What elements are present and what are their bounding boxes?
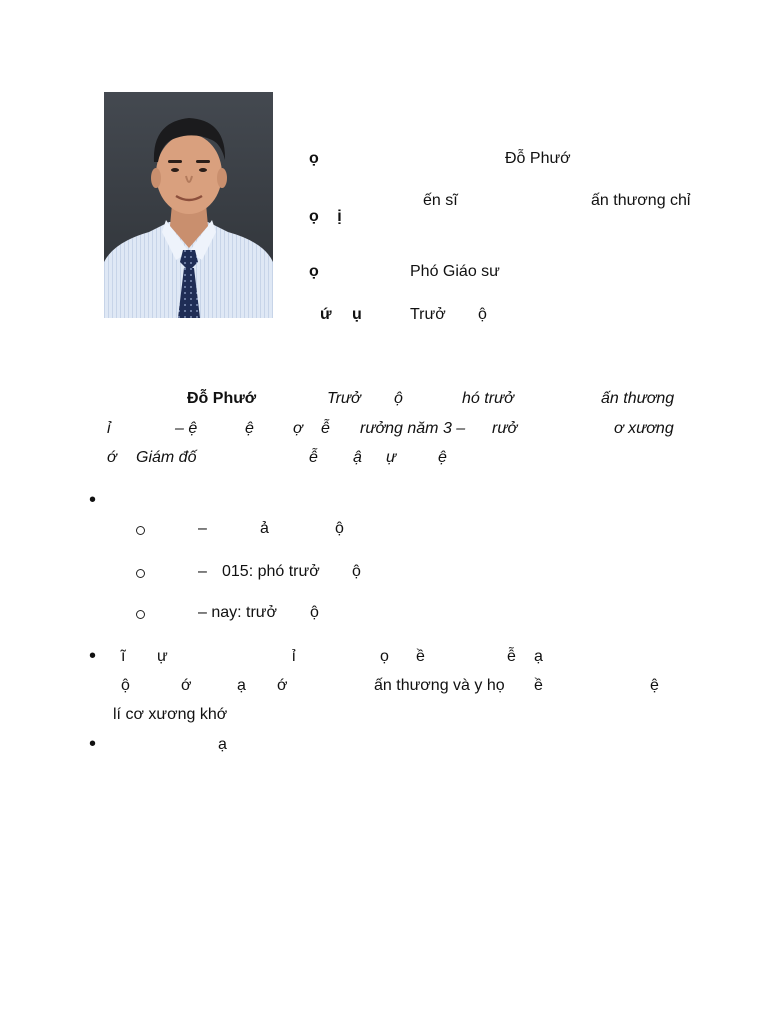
research-fragment: ạ bbox=[218, 736, 227, 753]
bio-fragment: hó trưở bbox=[462, 390, 514, 407]
career-item-3-a: – nay: trưở bbox=[198, 604, 278, 621]
bio-fragment: ợ bbox=[293, 420, 303, 437]
position-label-2: ụ bbox=[352, 306, 362, 323]
career-item-2-c: ộ bbox=[352, 563, 361, 580]
expertise-fragment: ạ bbox=[237, 677, 246, 694]
bullet-dot: • bbox=[89, 733, 97, 755]
career-item-1-b: ả bbox=[260, 520, 269, 537]
expertise-fragment: ĩ bbox=[121, 648, 126, 665]
expertise-fragment: ớ bbox=[277, 677, 288, 694]
sub-bullet-ring bbox=[136, 526, 145, 535]
bio-fragment: ệ bbox=[245, 420, 254, 437]
profile-photo bbox=[104, 92, 273, 318]
position-value-1: Trưở bbox=[410, 306, 446, 323]
title-value: Phó Giáo sư bbox=[410, 263, 500, 280]
expertise-fragment: ễ bbox=[507, 648, 516, 665]
bio-fragment: ơ xương bbox=[614, 420, 674, 437]
bio-fragment: ớ bbox=[107, 449, 117, 466]
bio-fragment: ệ bbox=[438, 449, 447, 466]
bio-fragment: Trưở bbox=[327, 390, 361, 407]
bio-fragment: ễ bbox=[309, 449, 318, 466]
degree-value-1: ến sĩ bbox=[423, 192, 458, 209]
bio-fragment: Giám đố bbox=[136, 449, 197, 466]
position-value-2: ộ bbox=[478, 306, 487, 323]
sub-bullet-ring bbox=[136, 569, 145, 578]
bullet-dot: • bbox=[89, 489, 97, 511]
career-item-2-a: – bbox=[198, 563, 207, 580]
bio-name: Đỗ Phướ bbox=[187, 390, 257, 407]
bio-fragment: rưởng năm 3 – bbox=[360, 420, 466, 437]
bullet-dot: • bbox=[89, 645, 97, 667]
title-label: ọ bbox=[309, 263, 319, 280]
bio-fragment: ộ bbox=[394, 390, 403, 407]
expertise-fragment: ề bbox=[534, 677, 543, 694]
name-label: ọ bbox=[309, 150, 319, 167]
expertise-last-line: lí cơ xương khớ bbox=[113, 706, 228, 723]
career-item-1-c: ộ bbox=[335, 520, 344, 537]
career-item-2-b: 015: phó trưở bbox=[222, 563, 320, 580]
expertise-fragment: ấn thương và y họ bbox=[374, 677, 505, 694]
bio-fragment: ự bbox=[386, 449, 397, 466]
bio-fragment: ỉ bbox=[107, 420, 111, 437]
degree-value-2: ấn thương chỉ bbox=[591, 192, 691, 209]
expertise-fragment: ớ bbox=[181, 677, 192, 694]
expertise-fragment: ự bbox=[157, 648, 168, 665]
bio-fragment: ậ bbox=[353, 449, 362, 466]
degree-label: ọ ị bbox=[309, 208, 342, 225]
position-label-1: ứ bbox=[320, 306, 332, 323]
bio-fragment: – ệ bbox=[175, 420, 198, 437]
career-item-1-a: – bbox=[198, 520, 207, 537]
expertise-fragment: ỉ bbox=[292, 648, 296, 665]
expertise-fragment: ọ bbox=[380, 648, 389, 665]
expertise-fragment: ề bbox=[416, 648, 425, 665]
bio-fragment: ấn thương bbox=[601, 390, 675, 407]
expertise-fragment: ệ bbox=[650, 677, 659, 694]
sub-bullet-ring bbox=[136, 610, 145, 619]
bio-fragment: ễ bbox=[321, 420, 330, 437]
career-item-3-c: ộ bbox=[310, 604, 319, 621]
expertise-fragment: ộ bbox=[121, 677, 130, 694]
expertise-fragment: ạ bbox=[534, 648, 543, 665]
bio-fragment: rưở bbox=[492, 420, 518, 437]
name-value: Đỗ Phướ bbox=[505, 150, 571, 167]
